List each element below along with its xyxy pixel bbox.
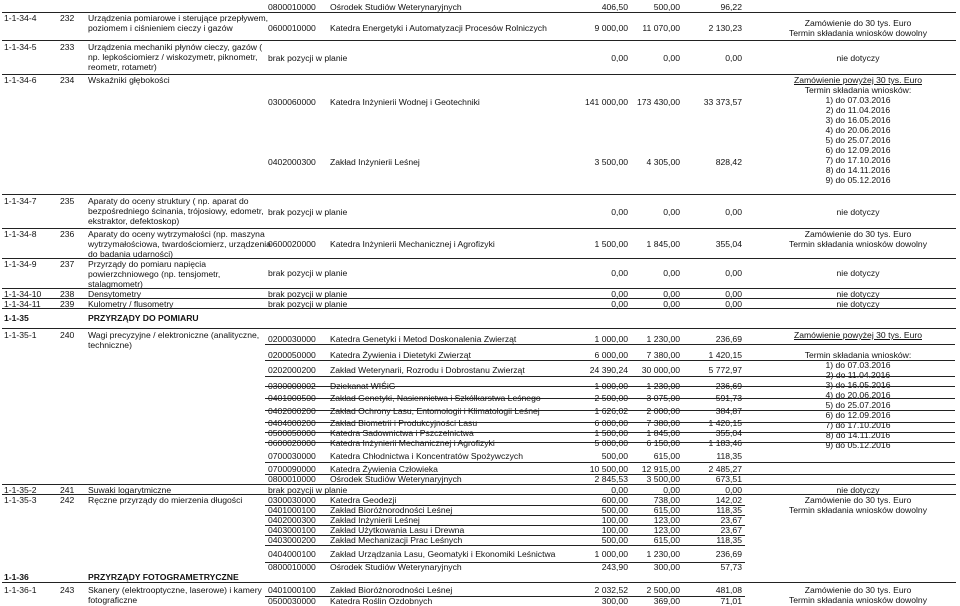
procurement-note: Zamówienie do 30 tys. Euro [804,229,912,239]
procurement-note: nie dotyczy [836,485,880,495]
amount-vat: 118,35 [716,505,742,515]
item-description: wytrzymałościowa, twardościomierz, urządzenia [88,239,271,249]
item-number: 238 [60,289,75,299]
unit-code: brak pozycji w planie [268,485,348,495]
unit-name: Zakład Urządzania Lasu, Geomatyki i Ekonomiki Leśnictwa [330,549,556,559]
unit-name: Katedra Inżynierii Wodnej i Geotechniki [330,97,480,107]
unit-code: 0800010000 [268,2,316,12]
entry-separator [265,596,745,597]
amount-gross: 0,00 [663,268,680,278]
item-description: PRZYRZĄDY DO POMIARU [88,313,199,323]
item-number: 233 [60,42,75,52]
procurement-note: 5) do 25.07.2016 [825,400,891,410]
item-code: 1-1-34-9 [4,259,37,269]
amount-net: 243,90 [601,562,628,572]
procurement-note: Termin składania wniosków dowolny [788,505,928,515]
unit-name: Katedra Żywienia i Dietetyki Zwierząt [330,350,471,360]
amount-vat: 236,69 [715,549,742,559]
amount-vat: 355,04 [715,239,742,249]
unit-name: Zakład Bioróżnorodności Leśnej [330,585,453,595]
amount-vat: 384,87 [715,406,742,416]
item-code: 1-1-34-4 [4,13,37,23]
item-description: fotograficzne [88,595,138,605]
amount-net: 1 000,00 [594,381,628,391]
entry-separator [265,474,955,475]
amount-net: 1 500,00 [594,428,628,438]
procurement-note: 2) do 11.04.2016 [825,105,891,115]
amount-gross: 12 915,00 [641,464,680,474]
row-separator [2,40,956,41]
row-separator [2,288,956,289]
entry-separator [265,376,955,377]
amount-gross: 4 305,00 [646,157,680,167]
unit-name: Katedra Inżynierii Mechanicznej i Agrofizyki [330,239,495,249]
amount-gross: 7 380,00 [646,418,680,428]
entry-separator [265,562,745,563]
amount-gross: 1 230,00 [646,334,680,344]
row-separator [2,494,956,495]
entry-separator [265,442,955,443]
amount-net: 2 032,52 [594,585,628,595]
item-description: bezpośredniego ścinania, trójosiowy, edometr, [88,206,264,216]
item-number: 236 [60,229,75,239]
row-separator [2,194,956,195]
amount-vat: 71,01 [720,596,742,606]
amount-vat: 0,00 [725,299,742,309]
amount-net: 9 000,00 [594,23,628,33]
unit-name: Zakład Biometrii i Produkcyjności Lasu [330,418,478,428]
unit-code: 0403000200 [268,535,316,545]
amount-net: 0,00 [611,299,628,309]
item-description: Suwaki logarytmiczne [88,485,172,495]
item-number: 232 [60,13,75,23]
unit-code: 0500030000 [268,596,316,606]
unit-code: 0200030000 [268,334,316,344]
row-separator [2,228,956,229]
entry-separator [265,398,955,399]
unit-code: 0404000200 [268,418,316,428]
unit-name: Katedra Energetyki i Automatyzacji Procesów Rolniczych [330,23,547,33]
row-separator [2,328,956,329]
entry-separator [265,545,745,546]
unit-code: 0401000100 [268,585,316,595]
entry-separator [265,432,955,433]
row-separator [2,258,956,259]
amount-gross: 30 000,00 [641,365,680,375]
item-number: 235 [60,196,75,206]
amount-gross: 2 500,00 [646,585,680,595]
entry-separator [265,422,955,423]
amount-net: 600,00 [601,495,628,505]
unit-name: Katedra Geodezji [330,495,397,505]
amount-net: 10 500,00 [589,464,628,474]
item-code: 1-1-36 [4,572,29,582]
amount-net: 500,00 [601,451,628,461]
unit-name: Zakład Genetyki, Nasiennictwa i Szkółkarstwa Leśnego [330,393,541,403]
unit-code: 0402000300 [268,515,316,525]
unit-code: 0800010000 [268,562,316,572]
unit-code: 0402000200 [268,406,316,416]
item-number: 242 [60,495,75,505]
amount-net: 0,00 [611,485,628,495]
entry-separator [265,410,955,411]
item-code: 1-1-34-6 [4,75,37,85]
unit-name: Zakład Użytkowania Lasu i Drewna [330,525,465,535]
amount-net: 300,00 [601,596,628,606]
entry-separator [265,515,745,516]
amount-gross: 7 380,00 [646,350,680,360]
amount-gross: 11 070,00 [642,23,680,33]
unit-code: brak pozycji w planie [268,207,348,217]
item-description: stalagmometr) [88,279,143,289]
item-code: 1-1-34-11 [4,299,41,309]
unit-name: Zakład Inżynierii Leśnej [330,157,420,167]
amount-vat: 23,67 [720,515,742,525]
amount-vat: 0,00 [725,207,742,217]
amount-net: 2 845,53 [594,474,628,484]
item-description: Kulometry / flusometry [88,299,174,309]
unit-code: 0700090000 [268,464,316,474]
amount-gross: 1 230,00 [646,549,680,559]
amount-gross: 0,00 [663,299,680,309]
amount-gross: 123,00 [653,515,680,525]
amount-vat: 23,67 [720,525,742,535]
procurement-note: 7) do 17.10.2016 [825,420,891,430]
item-code: 1-1-35 [4,313,29,323]
item-description: Aparaty do oceny wytrzymałości (np. maszyna [88,229,265,239]
amount-gross: 0,00 [663,53,680,63]
procurement-note: Termin składania wniosków: [804,85,912,95]
amount-net: 6 000,00 [594,350,628,360]
amount-net: 2 500,00 [594,393,628,403]
amount-vat: 1 420,15 [708,418,742,428]
procurement-note: 9) do 05.12.2016 [825,440,891,450]
amount-gross: 3 500,00 [646,474,680,484]
procurement-note: 8) do 14.11.2016 [825,430,891,440]
unit-name: Zakład Weterynarii, Rozrodu i Dobrostanu Zwierząt [330,365,525,375]
amount-net: 100,00 [601,525,628,535]
amount-vat: 118,35 [716,535,742,545]
unit-code: 0600010000 [268,23,316,33]
amount-gross: 0,00 [663,207,680,217]
unit-name: Zakład Mechanizacji Prac Leśnych [330,535,463,545]
unit-name: Zakład Ochrony Lasu, Entomologii i Klimatologii Leśnej [330,406,540,416]
amount-vat: 2 485,27 [708,464,742,474]
row-separator [2,484,956,485]
entry-separator [265,360,955,361]
unit-name: Katedra Roślin Ozdobnych [330,596,433,606]
amount-net: 100,00 [601,515,628,525]
amount-vat: 142,02 [715,495,742,505]
amount-vat: 0,00 [725,268,742,278]
procurement-note: 3) do 16.05.2016 [825,115,891,125]
procurement-note: Termin składania wniosków: [804,350,912,360]
amount-gross: 615,00 [653,451,680,461]
unit-code: brak pozycji w planie [268,268,348,278]
unit-name: Katedra Sadownictwa i Pszczelnictwa [330,428,474,438]
procurement-note: 2) do 11.04.2016 [825,370,891,380]
item-description: Wskaźniki głębokości [88,75,170,85]
amount-vat: 1 183,46 [708,438,742,448]
amount-gross: 500,00 [653,2,680,12]
row-separator [2,308,956,309]
amount-net: 3 500,00 [594,157,628,167]
unit-code: 0300000002 [268,381,316,391]
amount-net: 1 000,00 [594,334,628,344]
row-separator [2,12,956,13]
item-code: 1-1-35-3 [4,495,37,505]
amount-net: 24 390,24 [589,365,628,375]
amount-net: 500,00 [601,505,628,515]
amount-vat: 118,35 [716,451,742,461]
procurement-note: 1) do 07.03.2016 [825,360,891,370]
procurement-note: 4) do 20.06.2016 [825,390,891,400]
unit-code: 0403000100 [268,525,316,535]
item-number: 237 [60,259,75,269]
amount-vat: 0,00 [725,53,742,63]
item-description: PRZYRZĄDY FOTOGRAMETRYCZNE [88,572,239,582]
unit-code: 0401000500 [268,393,316,403]
amount-net: 6 000,00 [594,418,628,428]
entry-separator [265,462,955,463]
item-number: 243 [60,585,75,595]
amount-vat: 96,22 [720,2,742,12]
amount-gross: 300,00 [653,562,680,572]
amount-vat: 33 373,57 [703,97,742,107]
item-description: Wagi precyzyjne / elektroniczne (analityczne, [88,330,260,340]
amount-net: 0,00 [611,268,628,278]
unit-name: Ośrodek Studiów Weterynaryjnych [330,562,462,572]
procurement-note: nie dotyczy [836,268,880,278]
amount-vat: 591,73 [715,393,742,403]
amount-vat: 57,73 [720,562,742,572]
procurement-note: Zamówienie do 30 tys. Euro [804,18,912,28]
item-description: Ręczne przyrządy do mierzenia długości [88,495,243,505]
procurement-note: Termin składania wniosków dowolny [788,239,928,249]
procurement-note: nie dotyczy [836,299,880,309]
row-separator [2,74,956,75]
item-description: Densytometry [88,289,142,299]
item-code: 1-1-35-2 [4,485,37,495]
amount-net: 1 626,02 [594,406,628,416]
amount-gross: 6 150,00 [646,438,680,448]
procurement-note: 4) do 20.06.2016 [825,125,891,135]
unit-code: 0600020000 [268,438,316,448]
amount-gross: 738,00 [653,495,680,505]
procurement-note: nie dotyczy [836,207,880,217]
item-description: Przyrządy do pomiaru napięcia [88,259,206,269]
procurement-note: 9) do 05.12.2016 [825,175,891,185]
item-description: Urządzenia mechaniki płynów cieczy, gazów ( [88,42,263,52]
amount-gross: 173 430,00 [636,97,680,107]
unit-name: Katedra Żywienia Człowieka [330,464,438,474]
item-code: 1-1-34-5 [4,42,37,52]
unit-code: 0200050000 [268,350,316,360]
unit-name: Ośrodek Studiów Weterynaryjnych [330,2,462,12]
amount-gross: 1 230,00 [646,381,680,391]
unit-code: 0404000100 [268,549,316,559]
item-description: reometr, rotametr) [88,62,157,72]
amount-gross: 3 075,00 [646,393,680,403]
procurement-note: Zamówienie do 30 tys. Euro [804,585,912,595]
procurement-note: 3) do 16.05.2016 [825,380,891,390]
unit-code: brak pozycji w planie [268,53,348,63]
amount-net: 500,00 [601,535,628,545]
unit-code: 0401000100 [268,505,316,515]
item-number: 241 [60,485,75,495]
unit-name: Zakład Inżynierii Leśnej [330,515,420,525]
unit-code: 0402000300 [268,157,316,167]
entry-separator [265,525,745,526]
procurement-note: Termin składania wniosków dowolny [788,595,928,605]
amount-net: 0,00 [611,289,628,299]
procurement-note: Zamówienie do 30 tys. Euro [804,495,912,505]
amount-vat: 828,42 [715,157,742,167]
procurement-note: 6) do 12.09.2016 [825,410,891,420]
item-number: 234 [60,75,75,85]
procurement-note: Zamówienie powyżej 30 tys. Euro [793,75,922,85]
item-description: ekstraktor, defektoskop) [88,216,180,226]
item-description: poziomem i ciśnieniem cieczy i gazów [88,23,233,33]
item-description: Aparaty do oceny struktury ( np. aparat do [88,196,249,206]
item-code: 1-1-34-7 [4,196,37,206]
amount-vat: 5 772,97 [708,365,742,375]
unit-code: 0600020000 [268,239,316,249]
amount-vat: 1 420,15 [708,350,742,360]
unit-code: 0800010000 [268,474,316,484]
unit-code: 0300060000 [268,97,316,107]
item-description: Urządzenia pomiarowe i sterujące przepływem, [88,13,269,23]
entry-separator [265,344,955,345]
amount-vat: 236,69 [715,334,742,344]
unit-code: 0700030000 [268,451,316,461]
item-number: 239 [60,299,75,309]
unit-name: Katedra Chłodnictwa i Koncentratów Spożywczych [330,451,523,461]
unit-code: brak pozycji w planie [268,299,348,309]
procurement-note: nie dotyczy [836,289,880,299]
unit-name: Zakład Bioróżnorodności Leśnej [330,505,453,515]
amount-vat: 673,51 [715,474,742,484]
entry-separator [265,505,745,506]
item-description: np. lepkościomierz / wiskozymetr, piknometr, [88,52,258,62]
item-number: 240 [60,330,75,340]
unit-name: Katedra Genetyki i Metod Doskonalenia Zwierząt [330,334,517,344]
item-description: Skanery (elektrooptyczne, laserowe) i kamery [88,585,262,595]
amount-gross: 0,00 [663,289,680,299]
item-description: powierzchniowego (np. tensjometr, [88,269,221,279]
amount-gross: 615,00 [653,505,680,515]
amount-vat: 0,00 [725,289,742,299]
unit-name: Dziekanat WIŚiG [330,381,396,391]
entry-separator [265,386,955,387]
amount-net: 5 000,00 [594,438,628,448]
procurement-note: Zamówienie powyżej 30 tys. Euro [793,330,922,340]
unit-code: 0202000200 [268,365,316,375]
unit-code: 0300030000 [268,495,316,505]
amount-vat: 236,69 [715,381,742,391]
item-description: do badania udarności) [88,249,174,259]
unit-name: Katedra Inżynierii Mechanicznej i Agrofizyki [330,438,495,448]
amount-net: 406,50 [601,2,628,12]
amount-gross: 615,00 [653,535,680,545]
amount-gross: 369,00 [653,596,680,606]
item-code: 1-1-36-1 [4,585,37,595]
row-separator [2,582,956,583]
amount-net: 1 000,00 [594,549,628,559]
unit-code: 0500050000 [268,428,316,438]
procurement-note: 5) do 25.07.2016 [825,135,891,145]
procurement-note: 8) do 14.11.2016 [825,165,891,175]
procurement-note: 6) do 12.09.2016 [825,145,891,155]
amount-gross: 2 000,00 [646,406,680,416]
item-code: 1-1-34-10 [4,289,42,299]
item-code: 1-1-34-8 [4,229,37,239]
entry-separator [265,535,745,536]
procurement-note: 7) do 17.10.2016 [825,155,891,165]
unit-name: Ośrodek Studiów Weterynaryjnych [330,474,462,484]
amount-vat: 355,04 [715,428,742,438]
amount-net: 0,00 [611,207,628,217]
amount-gross: 123,00 [653,525,680,535]
amount-net: 141 000,00 [584,97,628,107]
item-code: 1-1-35-1 [4,330,37,340]
procurement-note: Termin składania wniosków dowolny [788,28,928,38]
amount-net: 1 500,00 [594,239,628,249]
amount-gross: 1 845,00 [646,239,680,249]
procurement-note: 1) do 07.03.2016 [825,95,891,105]
amount-net: 0,00 [611,53,628,63]
amount-vat: 0,00 [725,485,742,495]
amount-gross: 0,00 [663,485,680,495]
amount-vat: 2 130,23 [708,23,742,33]
unit-code: brak pozycji w planie [268,289,348,299]
procurement-note: nie dotyczy [836,53,880,63]
item-description: techniczne) [88,340,132,350]
amount-gross: 1 845,00 [646,428,680,438]
row-separator [2,298,956,299]
amount-vat: 481,08 [715,585,742,595]
